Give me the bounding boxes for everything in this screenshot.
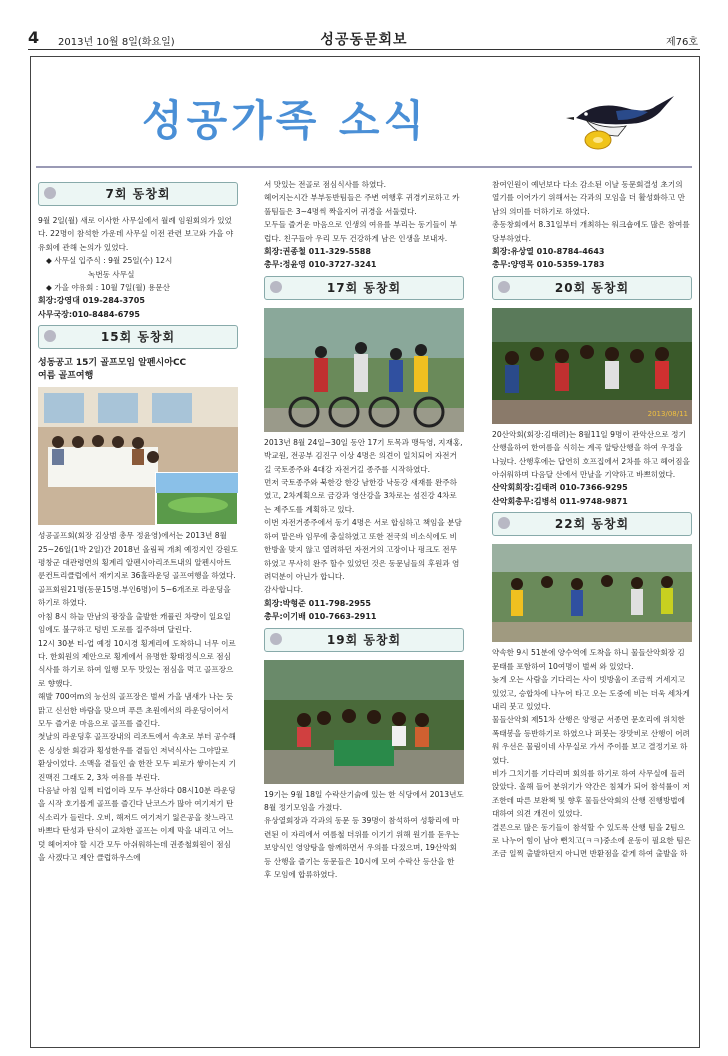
column-middle [264, 178, 464, 881]
page-header [0, 0, 728, 48]
paragraph: ◆ 사무실 입주식 : 9월 25일(수) 12시 [46, 256, 173, 266]
paragraph: 참여인원이 예년보다 다소 감소된 이날 동문회결성 초기의 열기를 이어가기 위해서는 각과의 모임을 더 활성화하고 만남의 의미를 더하기로 하였다. [492, 180, 685, 216]
header-divider [28, 49, 700, 50]
section-title: 19회 동창회 [326, 632, 402, 647]
article-subtitle: 성동공고 15기 골프모임 알펜시아CC [38, 358, 187, 369]
section-heading-15 [38, 325, 238, 349]
magpie-illustration [556, 78, 686, 158]
paragraph: 녹번동 사무실 [88, 269, 135, 279]
section-title: 15회 동창회 [100, 330, 176, 345]
heading-bullet-icon [270, 633, 282, 645]
section-title: 7회 동창회 [105, 187, 171, 201]
section-heading-19 [264, 628, 464, 652]
paragraph: 물들산악회 제51차 산행은 양평군 서종면 문호리에 위치한 폭태봉을 등반하기로 하였으나 퍼붓는 장맛비로 산행이 어려워 우선은 물림이네 사무실로 가서 주이를 보고 결정기로 하였다. [492, 715, 690, 765]
paragraph: 12시 30분 티-업 예정 10시경 횡계리에 도착하니 너무 이르다. 한회원의 제안으로 횡계에서 유명한 황태정식으로 점심식사를 하기로 하여 일행 모두 맛있는 점심을 먹고 골프장으로 향했다. [38, 638, 236, 688]
hiking-photo-22 [492, 544, 692, 642]
column-left [38, 178, 238, 864]
photo-date-stamp: 2013/08/11 [647, 410, 688, 419]
section-title: 20회 동창회 [554, 280, 630, 295]
page-number: 4 [28, 28, 40, 47]
paragraph: ◆ 가을 야유회 : 10월 7일(월) 용문산 [46, 283, 170, 293]
paragraph: 총동창회에서 8.31일부터 개최하는 워크숍에도 많은 참여를 당부하였다. [492, 220, 690, 243]
heading-bullet-icon [44, 187, 56, 199]
section-heading-7 [38, 182, 238, 206]
paragraph: 19기는 9월 18일 수락산기슭에 있는 한 식당에서 2013년도 8월 정기모임을 가졌다. [264, 789, 464, 812]
contact-line: 산악회회장:김태려 010-7366-9295 [492, 483, 628, 493]
paragraph: 결론으로 많은 동기들이 참석할 수 있도록 산행 팀을 2팀으로 나누어 힘이 남아 뻔치고(ㅋㅋ)중소에 운동이 필요한 팀은 조금 일찍 출발하던지 아니면 반환점을 같게 하여 출발을 하 [492, 822, 691, 859]
issue-number: 제76호 [665, 37, 698, 48]
cycling-photo [264, 308, 464, 432]
paragraph: 아침 8시 하늘 만남의 광장을 출발한 캐퓰린 차량이 일요일임에도 불구하고 텅빈 도로를 질주하며 달린다. [38, 611, 231, 635]
contact-line: 총무:이기배 010-7663-2911 [264, 612, 377, 622]
contact-line: 회장:권종철 011-329-5588 [264, 247, 371, 257]
contact-line: 사무국장:010-8484-6795 [38, 309, 140, 319]
hiking-photo-20 [492, 308, 692, 424]
paragraph: 비가 그치기를 기다리며 회의를 하기로 하여 사무실에 들러 앉았다. 올해 들어 분위기가 약간은 침체가 되어 참석률이 저조한데 따른 보완책 및 향후 물들산악회의 산행 진행방법에 대하여 의견 개진이 있었다. [492, 768, 690, 819]
paragraph: 유상열회장과 각과의 동문 등 39명이 참석하여 성황리에 마련된 이 자리에서 여름철 더위를 이기기 위해 원기를 돋우는 보양식인 영양탕을 함께하면서 우의를 다졌으며, 19산악회 등 산행을 즐기는 동문들은 10시에 모여 수락산 등산을 한 후 모임에 합류하였다. [264, 816, 460, 879]
contact-line: 총무:정윤영 010-3727-3241 [264, 260, 377, 270]
paragraph: 모두들 즐거운 마음으로 인생의 여유를 부리는 동기들이 부럽다. 친구들아 우리 모두 건강하게 남은 인생을 보내자. [264, 220, 457, 243]
paragraph: 첫날의 라운딩후 골프장내의 리조트에서 속초로 부터 공수해온 싱싱한 회감과 횡성한우를 곁들인 저녁식사는 그야말로 환상이었다. 소맥을 곁들인 술 한잔 모두 피로가 쌓이는지 기진맥진 그래도 2, 3차 여유를 부린다. [38, 732, 236, 782]
contact-line: 회장:강영대 019-284-3705 [38, 296, 145, 306]
section-heading-17 [264, 276, 464, 300]
page-title: 성공가족 소식 [142, 96, 429, 145]
paragraph: 늦게 오는 사람을 기다리는 사이 빗방울이 조금씩 거세지고 있었고, 승합차에 나누어 타고 오는 도중에 비는 더욱 세차게 내리 붓고 있었다. [492, 675, 690, 711]
section-heading-20 [492, 276, 692, 300]
paragraph: 해발 700여m의 능선의 골프장은 벌써 가을 냄새가 나는 듯 맑고 신선한 바람을 맞으며 푸른 초원에서의 라운딩이어서 모두 즐거운 마음으로 골프를 즐긴다. [38, 692, 234, 728]
section-heading-22 [492, 512, 692, 536]
article-subtitle: 여름 골프여행 [38, 371, 94, 382]
paragraph: 감사합니다. [264, 585, 304, 595]
paragraph: 2013년 8월 24일~30일 동안 17기 토목과 맹득영, 지재홍, 박교원, 전공부 김진구 이상 4명은 의견이 일치되어 자전거길 국토종주와 4대강 자전거길 종주를 시작하였다. [264, 437, 463, 474]
heading-bullet-icon [270, 281, 282, 293]
golf-photo [38, 387, 238, 525]
paragraph: 약속한 9시 51분에 양수역에 도착을 하니 물들산악회장 김문태를 포함하여 10여명이 벌써 와 있었다. [492, 648, 685, 671]
paragraph: 골프회원21명(동문15명.부인6명)이 5~6개조로 라운딩을 하기로 하였다. [38, 584, 231, 608]
issue-date: 2013년 10월 8일(화요일) [58, 37, 175, 48]
contact-line: 회장:박형준 011-798-2955 [264, 598, 371, 608]
paragraph: 9월 2일(월) 새로 이사한 사무실에서 월례 임원회의가 있었다. 22명이 참석한 가운데 사무실 이전 관련 보고와 가을 야유회에 관해 논의가 있었다. [38, 216, 234, 252]
paragraph: 헤어지는시간 부부동반팀들은 주변 여행후 귀경키로하고 카풀팀들은 3~4명씩 짝을지어 귀경을 서둘렀다. [264, 193, 460, 216]
column-right [492, 178, 692, 861]
paragraph: 다음날 아침 일찍 티업이라 모두 부산하다 08시10분 라운딩을 시작 호기롭게 골프를 즐긴다 난코스가 많아 여기저기 탄식소리가 들린다. 오비, 해저드 여기저기 잃은공을 찾느라고 바쁘다 탄성과 탄식이 교차한 골프는 이제 막을 내리고 어느덧 헤어져야 할 시간 모두 아쉬워하는데 권종철회원이 점심을 사겠다고 제안 클럽하우스에 [38, 785, 236, 862]
paragraph: 이번 자전거종주에서 동기 4명은 서로 합심하고 책임을 분담하여 맡은바 임무에 충실하였고 또한 전국의 비소식에도 비 한방울 맞지 않고 열려하던 자전거의 고장이나 펑크도 전무하였고 무사히 완주 할수 있었던 것은 동문님들의 후원과 염려덕분이 아닌가 합니다. [264, 518, 462, 581]
contact-line: 회장:유상열 010-8784-4643 [492, 247, 605, 257]
title-divider [36, 166, 692, 168]
paragraph: 성공골프회(회장 김상범 총무 정윤영)에서는 2013년 8월25~26일(1박 2일)간 2018년 올림픽 개최 예정지인 강원도 평창군 대관령면의 횡계리 알펜시아리조트내의 알펜시아트룬컨트리클럽에서 재키지로 36홀라운딩 골프여행을 하였다. [38, 531, 238, 581]
paragraph: 서 맛있는 전골로 점심식사를 하였다. [264, 180, 387, 189]
section-title: 22회 동창회 [554, 517, 630, 532]
newspaper-name: 성공동문회보 [320, 32, 408, 48]
heading-bullet-icon [498, 281, 510, 293]
contact-line: 산악회총무:김병석 011-9748-9871 [492, 496, 628, 506]
group-photo-19 [264, 660, 464, 784]
paragraph: 먼저 국토종주와 북한강 한강 남한강 낙동강 새재를 완주하였고, 2차계획으로 금강과 영산강을 3차로는 섬진강 4차로는 제주도를 계획하고 있다. [264, 478, 457, 514]
contact-line: 총무:양영목 010-5359-1783 [492, 260, 605, 270]
section-title: 17회 동창회 [326, 280, 402, 295]
paragraph: 20산악회(회장:김태려)는 8월11일 9명이 관악산으로 정기산행을하여 한여름을 식히는 계곡 알탕산행을 하여 우정을 나눴다. 산행후에는 답연히 호프집에서 2차를 하고 헤어짐을 아쉬워하며 다음달 산에서 만날을 기약하고 바쁘히였다. [492, 429, 690, 480]
